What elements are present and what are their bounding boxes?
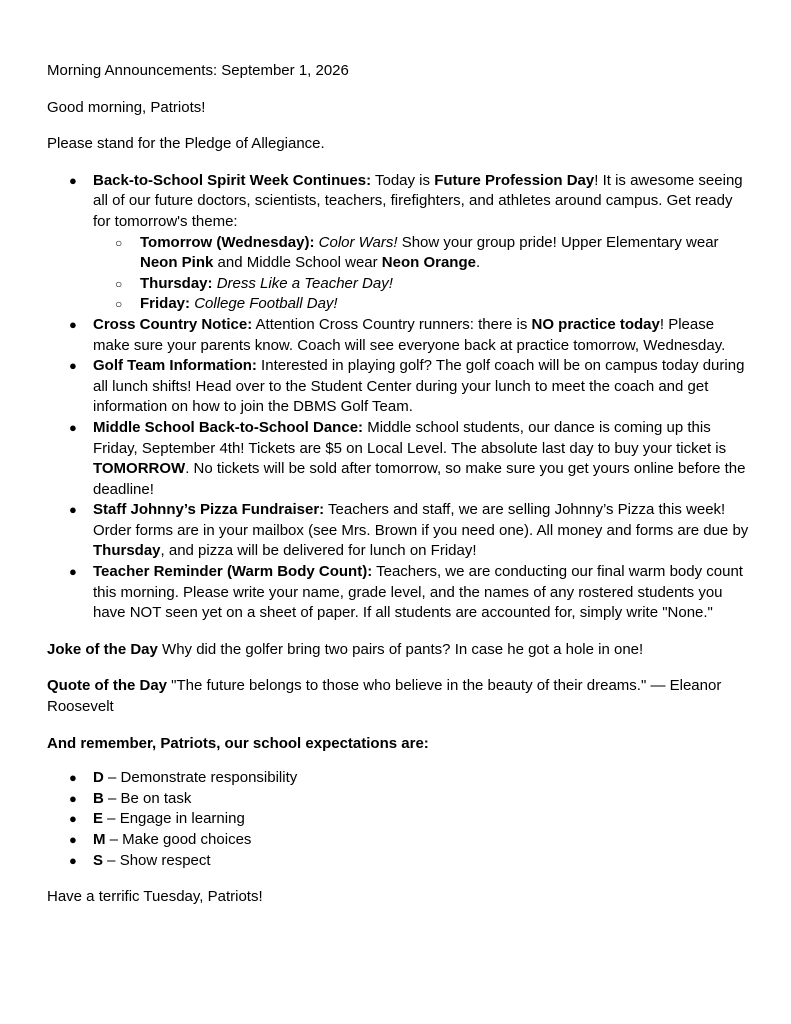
expectation-item <box>47 809 753 830</box>
expectations-heading-text: And remember, Patriots, our school expectations are: <box>47 734 429 752</box>
expectation-letter: E <box>93 810 104 828</box>
item-label: Thursday: <box>140 274 213 292</box>
expectation-item <box>47 768 753 789</box>
item-text: Show your group pride! Upper Elementary wear <box>397 233 719 251</box>
expectation-item <box>47 830 753 851</box>
item-highlight: Thursday <box>93 542 161 560</box>
quote-label: Quote of the Day <box>47 677 168 695</box>
item-highlight: Neon Pink <box>140 254 214 272</box>
expectation-item <box>47 789 753 810</box>
sublist-item-tomorrow <box>93 233 753 274</box>
quote-of-the-day <box>47 676 753 717</box>
item-theme: Color Wars! <box>318 233 398 251</box>
item-highlight: Future Profession Day <box>434 171 595 189</box>
item-highlight: NO practice today <box>531 315 660 333</box>
list-item-cross-country <box>47 315 753 356</box>
item-theme: Dress Like a Teacher Day! <box>216 274 393 292</box>
item-highlight: Neon Orange <box>381 254 476 272</box>
item-label: Golf Team Information: <box>93 357 257 375</box>
item-text: ! Please make sure your parents know. Coach will see everyone back at practice tomorrow, Wednesday. <box>93 315 726 354</box>
joke-label: Joke of the Day <box>47 640 158 658</box>
item-label: Staff Johnny’s Pizza Fundraiser: <box>93 501 325 519</box>
expectation-letter: S <box>93 851 104 869</box>
expectations-heading <box>47 734 753 755</box>
item-theme: College Football Day! <box>194 295 338 313</box>
expectation-letter: D <box>93 769 104 787</box>
pledge-line: Please stand for the Pledge of Allegiance. <box>47 135 325 153</box>
item-label: Teacher Reminder (Warm Body Count): <box>93 563 373 581</box>
item-text: Attention Cross Country runners: there is <box>252 315 532 333</box>
item-text: Teachers, we are conducting our final warm body count this morning. Please write your name, grade level, and the names of any rostered students you have NOT seen yet on a sheet of paper. If all students are accounted for, simply write "None." <box>93 563 743 622</box>
sublist-item-friday <box>93 294 753 315</box>
item-text: . <box>475 254 481 272</box>
item-highlight: TOMORROW <box>93 460 186 478</box>
item-label: Tomorrow (Wednesday): <box>140 233 315 251</box>
item-label: Back-to-School Spirit Week Continues: <box>93 171 372 189</box>
expectation-letter: B <box>93 789 104 807</box>
sublist-item-thursday <box>93 274 753 295</box>
closing-line: Have a terrific Tuesday, Patriots! <box>47 888 263 906</box>
list-item-golf-team <box>47 356 753 418</box>
item-label: Friday: <box>140 295 191 313</box>
item-text: Today is <box>371 171 435 189</box>
announcement-list <box>47 171 753 624</box>
item-label: Middle School Back-to-School Dance: <box>93 418 364 436</box>
list-item-warm-body-count <box>47 562 753 624</box>
list-item-spirit-week <box>47 171 753 315</box>
item-text: Teachers and staff, we are selling Johnny’s Pizza this week! Order forms are in your mailbox (see Mrs. Brown if you need one). All money and forms are due by <box>93 501 749 539</box>
greeting: Good morning, Patriots! <box>47 98 206 116</box>
expectation-text: – Be on task <box>103 789 192 807</box>
list-item-pizza-fundraiser <box>47 500 753 562</box>
item-text: , and pizza will be delivered for lunch on Friday! <box>160 542 477 560</box>
item-text: Interested in playing golf? The golf coach will be on campus today during all lunch shifts! Head over to the Student Center during your lunch to meet the coach and get information on how to join the DBMS Golf Team. <box>93 357 745 416</box>
item-text: Middle school students, our dance is coming up this Friday, September 4th! Tickets are $5 on Local Level. The absolute last day to buy your ticket is <box>93 418 727 457</box>
joke-of-the-day <box>47 640 753 661</box>
announcement-document <box>47 61 753 908</box>
item-text: ! It is awesome seeing all of our future doctors, scientists, teachers, firefighters, and athletes around campus. Get ready for tomorrow's theme: <box>93 171 743 230</box>
expectation-item <box>47 851 753 872</box>
quote-text: "The future belongs to those who believe in the beauty of their dreams." — Eleanor Roosevelt <box>47 677 722 716</box>
expectation-text: – Demonstrate responsibility <box>103 769 298 787</box>
list-item-dance <box>47 418 753 500</box>
item-label: Cross Country Notice: <box>93 315 253 333</box>
expectation-letter: M <box>93 831 106 848</box>
spirit-week-sublist <box>93 233 753 315</box>
document-title: Morning Announcements: September 1, 2026 <box>47 62 349 79</box>
expectation-text: – Show respect <box>103 851 211 869</box>
joke-text: Why did the golfer bring two pairs of pants? In case he got a hole in one! <box>157 640 644 658</box>
expectation-text: – Engage in learning <box>103 810 245 828</box>
expectation-text: – Make good choices <box>105 831 252 848</box>
item-text: . No tickets will be sold after tomorrow, so make sure you get yours online before the deadline! <box>93 460 746 498</box>
expectations-list <box>47 768 753 871</box>
item-text: and Middle School wear <box>213 254 382 272</box>
